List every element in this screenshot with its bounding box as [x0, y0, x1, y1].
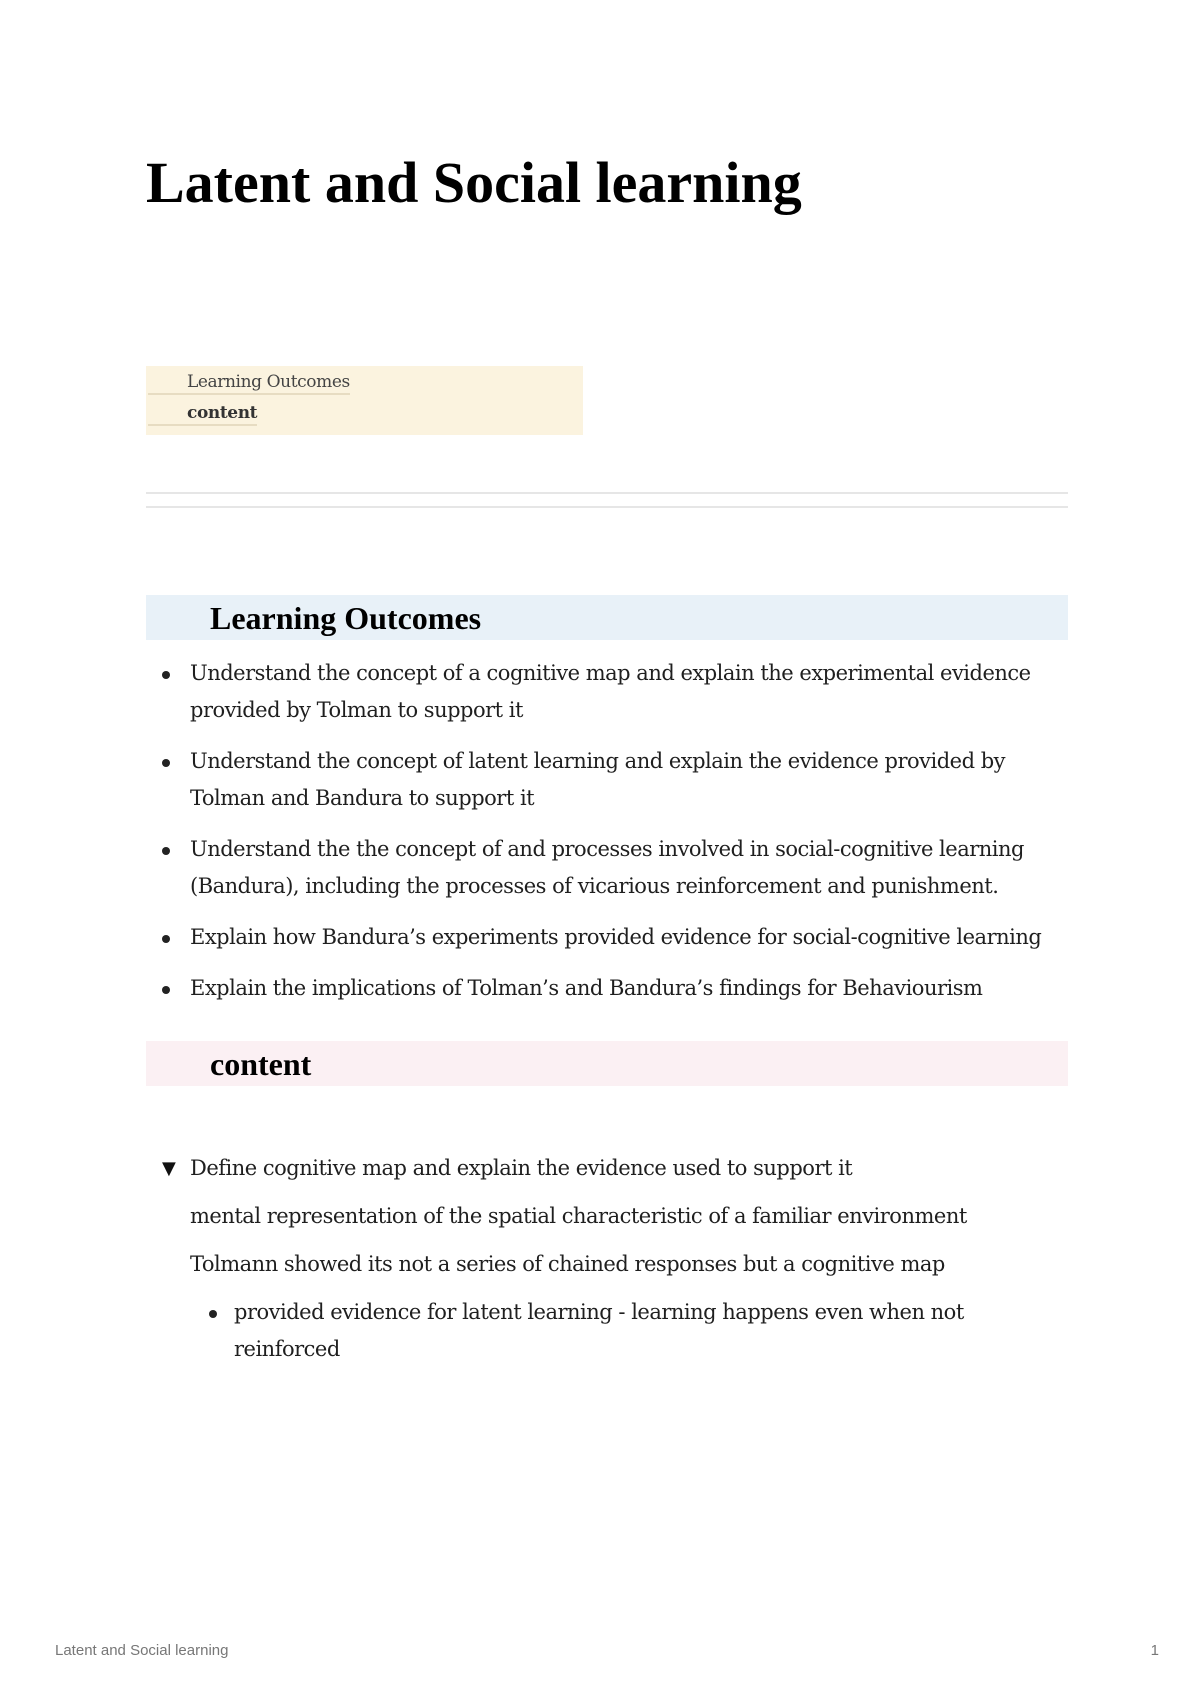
- list-item-text: provided evidence for latent learning - learning happens even when not reinforced: [234, 1300, 964, 1361]
- triangle-down-icon[interactable]: ▼: [162, 1158, 176, 1179]
- toggle-bullet-list: [190, 1294, 1068, 1368]
- footer-title: Latent and Social learning: [55, 1642, 229, 1659]
- list-item: [146, 743, 1068, 817]
- toggle-body: [162, 1198, 1068, 1368]
- page-title: Latent and Social learning: [146, 150, 802, 215]
- list-item: [190, 1294, 1068, 1368]
- table-of-contents: [146, 366, 583, 435]
- learning-outcomes-list: [146, 655, 1068, 1021]
- section-heading: Learning Outcomes: [210, 600, 482, 636]
- section-header-learning-outcomes: [146, 595, 1068, 640]
- bullet-icon: [209, 1310, 217, 1318]
- paragraph: mental representation of the spatial characteristic of a familiar environment: [190, 1204, 967, 1228]
- bullet-icon: [162, 986, 170, 994]
- section-heading: content: [210, 1046, 312, 1082]
- list-item: [146, 919, 1068, 956]
- bullet-icon: [162, 847, 170, 855]
- bullet-icon: [162, 935, 170, 943]
- list-item-text: Explain the implications of Tolman’s and Bandura’s findings for Behaviourism: [190, 976, 983, 1000]
- list-item: [146, 655, 1068, 729]
- toggle-block: [162, 1150, 1068, 1368]
- toggle-summary[interactable]: [162, 1150, 1068, 1187]
- section-header-content: [146, 1041, 1068, 1086]
- list-item: [146, 831, 1068, 905]
- toggle-summary-text: Define cognitive map and explain the evidence used to support it: [190, 1156, 853, 1180]
- list-item-text: Understand the the concept of and processes involved in social-cognitive learning (Bandura), including the processes of vicarious reinforcement and punishment.: [190, 837, 1024, 898]
- list-item-text: Understand the concept of a cognitive map and explain the experimental evidence provided by Tolman to support it: [190, 661, 1031, 722]
- toc-item-learning-outcomes[interactable]: Learning Outcomes: [148, 371, 350, 395]
- bullet-icon: [162, 759, 170, 767]
- toc-item-content[interactable]: content: [148, 402, 257, 426]
- bullet-icon: [162, 671, 170, 679]
- divider: [146, 506, 1068, 508]
- list-item-text: Understand the concept of latent learning and explain the evidence provided by Tolman and Bandura to support it: [190, 749, 1006, 810]
- page-number: 1: [1150, 1642, 1159, 1659]
- list-item: [146, 970, 1068, 1007]
- list-item-text: Explain how Bandura’s experiments provided evidence for social-cognitive learning: [190, 925, 1042, 949]
- paragraph: Tolmann showed its not a series of chained responses but a cognitive map: [190, 1252, 945, 1276]
- divider: [146, 492, 1068, 494]
